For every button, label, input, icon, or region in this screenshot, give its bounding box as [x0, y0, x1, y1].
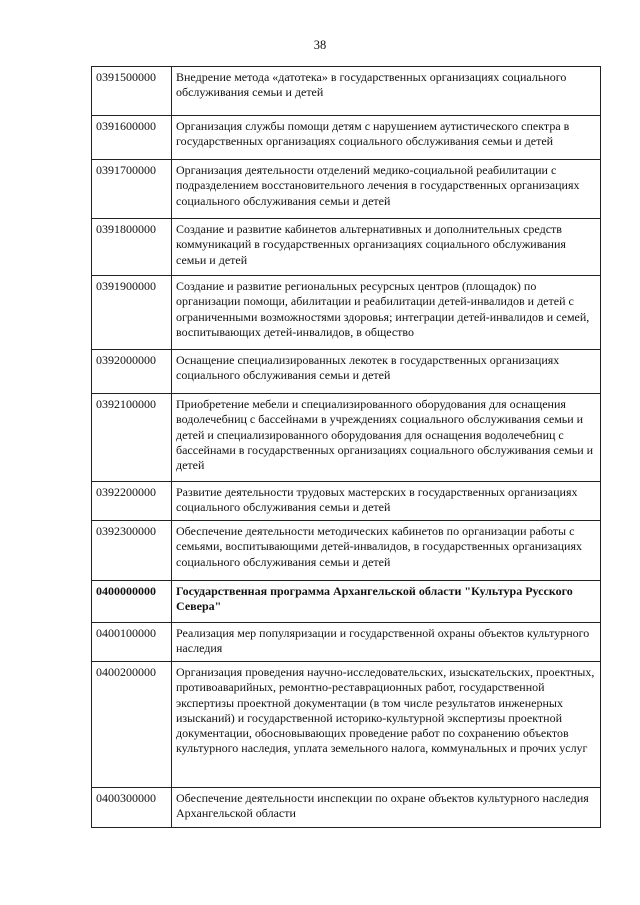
row-code: 0392100000: [92, 394, 172, 482]
row-code: 0391500000: [92, 67, 172, 116]
table-row: [92, 482, 601, 521]
table-row: [92, 788, 601, 828]
row-code: 0392200000: [92, 482, 172, 521]
table-row: [92, 662, 601, 788]
row-description: Реализация мер популяризации и государственной охраны объектов культурного наследия: [172, 623, 601, 662]
row-description: Обеспечение деятельности инспекции по охране объектов культурного наследия Архангельской области: [172, 788, 601, 828]
row-code: 0391600000: [92, 116, 172, 160]
row-description: Организация проведения научно-исследовательских, изыскательских, проектных, противоаварийных, ремонтно-реставрационных работ, государственной экспертизы проектной документации (в том числе результатов инженерных изысканий) и государственной историко-культурной экспертизы проектной документации, обосновывающих проведение работ по сохранению объектов культурного наследия, уплата земельного налога, коммунальных и прочих услуг: [172, 662, 601, 788]
table-row: [92, 623, 601, 662]
row-description: Внедрение метода «датотека» в государственных организациях социального обслуживания семьи и детей: [172, 67, 601, 116]
row-description: Обеспечение деятельности методических кабинетов по организации работы с семьями, воспитывающими детей-инвалидов, в государственных организациях социального обслуживания семьи и детей: [172, 521, 601, 581]
table-row: [92, 116, 601, 160]
table-row: [92, 276, 601, 350]
row-description: Создание и развитие кабинетов альтернативных и дополнительных средств коммуникаций в государственных организациях социального обслуживания семьи и детей: [172, 219, 601, 276]
row-description: Приобретение мебели и специализированного оборудования для оснащения водолечебниц с бассейнами в учреждениях социального обслуживания семьи и детей и специализированного оборудования для оснащения водолечебниц с бассейнами в государственных организациях социального обслуживания семьи и детей: [172, 394, 601, 482]
table-row-program: [92, 581, 601, 623]
table-row: [92, 219, 601, 276]
table-row: [92, 521, 601, 581]
row-code: 0400200000: [92, 662, 172, 788]
row-code: 0391800000: [92, 219, 172, 276]
budget-code-table: [91, 66, 601, 828]
row-description: Организация деятельности отделений медико-социальной реабилитации с подразделением восстановительного лечения в государственных организациях социального обслуживания семьи и детей: [172, 160, 601, 219]
table-row: [92, 160, 601, 219]
row-description: Государственная программа Архангельской области "Культура Русского Севера": [172, 581, 601, 623]
row-code: 0391900000: [92, 276, 172, 350]
row-description: Создание и развитие региональных ресурсных центров (площадок) по организации помощи, абилитации и реабилитации детей-инвалидов и детей с ограниченными возможностями здоровья; интеграции детей-инвалидов и семей, воспитывающих детей-инвалидов, в общество: [172, 276, 601, 350]
table-row: [92, 394, 601, 482]
row-code: 0400300000: [92, 788, 172, 828]
row-description: Развитие деятельности трудовых мастерских в государственных организациях социального обслуживания семьи и детей: [172, 482, 601, 521]
page-number: 38: [313, 38, 327, 52]
table-row: [92, 67, 601, 116]
row-code: 0392000000: [92, 350, 172, 394]
row-code: 0400100000: [92, 623, 172, 662]
row-description: Оснащение специализированных лекотек в государственных организациях социального обслуживания семьи и детей: [172, 350, 601, 394]
row-code: 0391700000: [92, 160, 172, 219]
row-description: Организация службы помощи детям с нарушением аутистического спектра в государственных организациях социального обслуживания семьи и детей: [172, 116, 601, 160]
row-code: 0400000000: [92, 581, 172, 623]
table-row: [92, 350, 601, 394]
row-code: 0392300000: [92, 521, 172, 581]
